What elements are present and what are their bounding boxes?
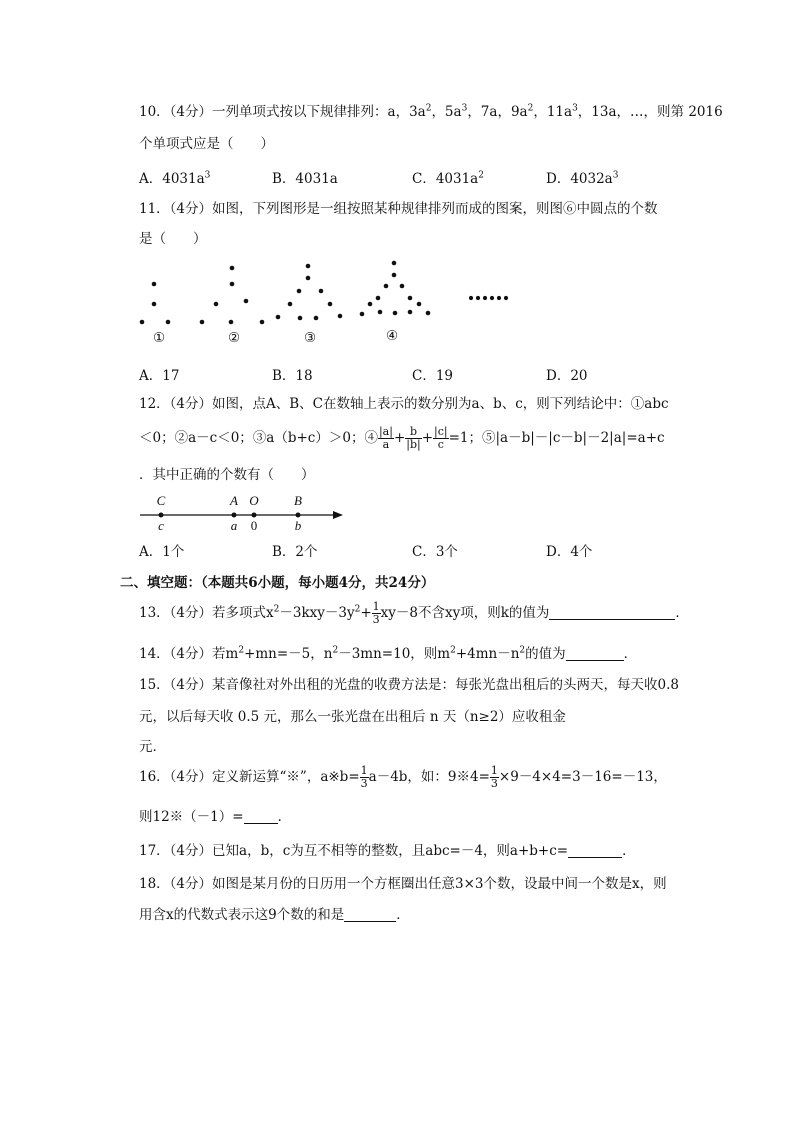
q11-option-b: B．18 xyxy=(272,368,313,384)
q14-answer-blank[interactable] xyxy=(566,646,624,661)
q10-exp-11a: 3 xyxy=(572,103,578,114)
q10-option-d: D．$4032a^3$ xyxy=(546,170,619,187)
q14: 14．（4分）若$m^2+mn=-5$，$n^2-3mn=10$，则$m^2+4mn-n^2$的值为 ． xyxy=(139,645,638,662)
q14-exp-4: 2 xyxy=(519,645,526,656)
q15-line3: 元． xyxy=(139,739,166,755)
q12-line2: ＜0；②a－c＜0；③a（b+c）＞0；④ $\frac{|a|}{a}$ + $\frac{b}{|b|}$ + $\frac{|c|}{c}$ =1；⑤|a－b|－|c－b|－2|a|=a+c xyxy=(139,425,665,451)
q13: 13．（4分）若多项式$x^2-3kxy-3y^2+$ $\frac{1}{3}$ xy－8不含xy项，则k的值为 ． xyxy=(139,600,689,626)
section-title-fill-in: 二、填空题：（本题共6小题，每小题4分，共24分） xyxy=(120,575,435,591)
q12-line1: 12．（4分）如图，点A、B、C在数轴上表示的数分别为a、b、c，则下列结论中：①abc xyxy=(139,396,669,412)
q11-fig-label-3: ③ xyxy=(304,330,317,346)
q18-line2: 用含x的代数式表示这9个数的和是 ． xyxy=(139,907,410,923)
q18-line1: 18．（4分）如图是某月份的日历用一个方框圈出任意3×3个数，设最中间一个数是x，则 xyxy=(139,876,667,892)
q13-frac: $\frac{1}{3}$ xyxy=(372,600,380,626)
axis-point-label-a-upper: A xyxy=(230,493,238,508)
q11-line2: 是（ ） xyxy=(139,231,207,247)
q13-exp-x: 2 xyxy=(273,604,280,615)
q18-answer-blank[interactable] xyxy=(344,907,396,922)
q12-frac-1: $\frac{|a|}{a}$ xyxy=(378,425,393,451)
q10-option-c: C．$4031a^2$ xyxy=(412,170,484,187)
axis-point-label-c-upper: C xyxy=(156,493,166,508)
q12-option-a: A．1个 xyxy=(139,544,185,560)
axis-value-c: c xyxy=(158,518,164,533)
q12-frac-2: $\frac{b}{|b|}$ xyxy=(406,425,421,451)
q16-line1: 16．（4分）定义新运算“※”，a※b= $\frac{1}{3}$ a－4b，如：9※4= $\frac{1}{3}$ ×9－4×4=3－16=－13， xyxy=(139,764,667,790)
q11-option-a: A．17 xyxy=(139,368,180,384)
q13-exp-y: 2 xyxy=(354,604,361,615)
q10-exp-9a: 2 xyxy=(527,103,534,114)
q12-option-c: C．3个 xyxy=(412,544,458,560)
q16-line2: 则12※（－1）= ． xyxy=(139,809,292,825)
number-line-arrow-icon xyxy=(333,511,343,519)
q14-exp-3: 2 xyxy=(450,645,456,656)
q10-option-b: B．4031a xyxy=(272,171,338,187)
q10-option-a: A．$4031a^3$ xyxy=(139,170,211,187)
q11-fig-label-1: ① xyxy=(153,330,166,346)
q12-option-b: B．2个 xyxy=(272,544,318,560)
q11-option-c: C．19 xyxy=(412,368,454,384)
q12-option-d: D．4个 xyxy=(546,544,593,560)
q16-frac-2: $\frac{1}{3}$ xyxy=(490,764,498,790)
axis-point-label-b-upper: B xyxy=(294,493,302,508)
q15-line1: 15．（4分）某音像社对外出租的光盘的收费方法是：每张光盘出租后的头两天，每天收0.8 xyxy=(139,677,679,693)
axis-value-a: a xyxy=(230,518,238,533)
q11-dot-pattern-figure xyxy=(130,258,530,328)
q15-line2: 元，以后每天收 0.5 元，那么一张光盘在出租后 n 天（n≥2）应收租金 xyxy=(139,709,566,725)
q12-number-line xyxy=(140,490,350,534)
q11-fig-label-4: ④ xyxy=(386,328,399,344)
q17-answer-blank[interactable] xyxy=(568,843,622,858)
q11-option-d: D．20 xyxy=(546,368,588,384)
axis-point-label-o: O xyxy=(249,493,259,508)
q14-exp-1: 2 xyxy=(238,645,245,656)
q17: 17．（4分）已知a，b，c为互不相等的整数，且abc=－4，则a+b+c= ． xyxy=(139,843,636,859)
q16-frac-1: $\frac{1}{3}$ xyxy=(360,764,368,790)
q10-stem: 10．（4分）一列单项式按以下规律排列：a，$3a^2$，$5a^3$，7a，$9a^2$，$11a^3$，13a，…，则第 2016 xyxy=(139,103,723,120)
q11-line1: 11．（4分）如图，下列图形是一组按照某种规律排列而成的图案，则图⑥中圆点的个数 xyxy=(139,201,658,217)
q11-fig-label-2: ② xyxy=(228,330,241,346)
q12-frac-3: $\frac{|c|}{c}$ xyxy=(434,425,448,451)
axis-value-b: b xyxy=(294,518,302,533)
q10-line2: 个单项式应是（ ） xyxy=(139,136,274,152)
q14-exp-2: 2 xyxy=(332,645,339,656)
q13-answer-blank[interactable] xyxy=(549,605,675,620)
axis-value-zero: 0 xyxy=(250,518,258,533)
q16-answer-blank[interactable] xyxy=(244,809,278,824)
q12-line3: ．其中正确的个数有（ ） xyxy=(139,467,315,483)
